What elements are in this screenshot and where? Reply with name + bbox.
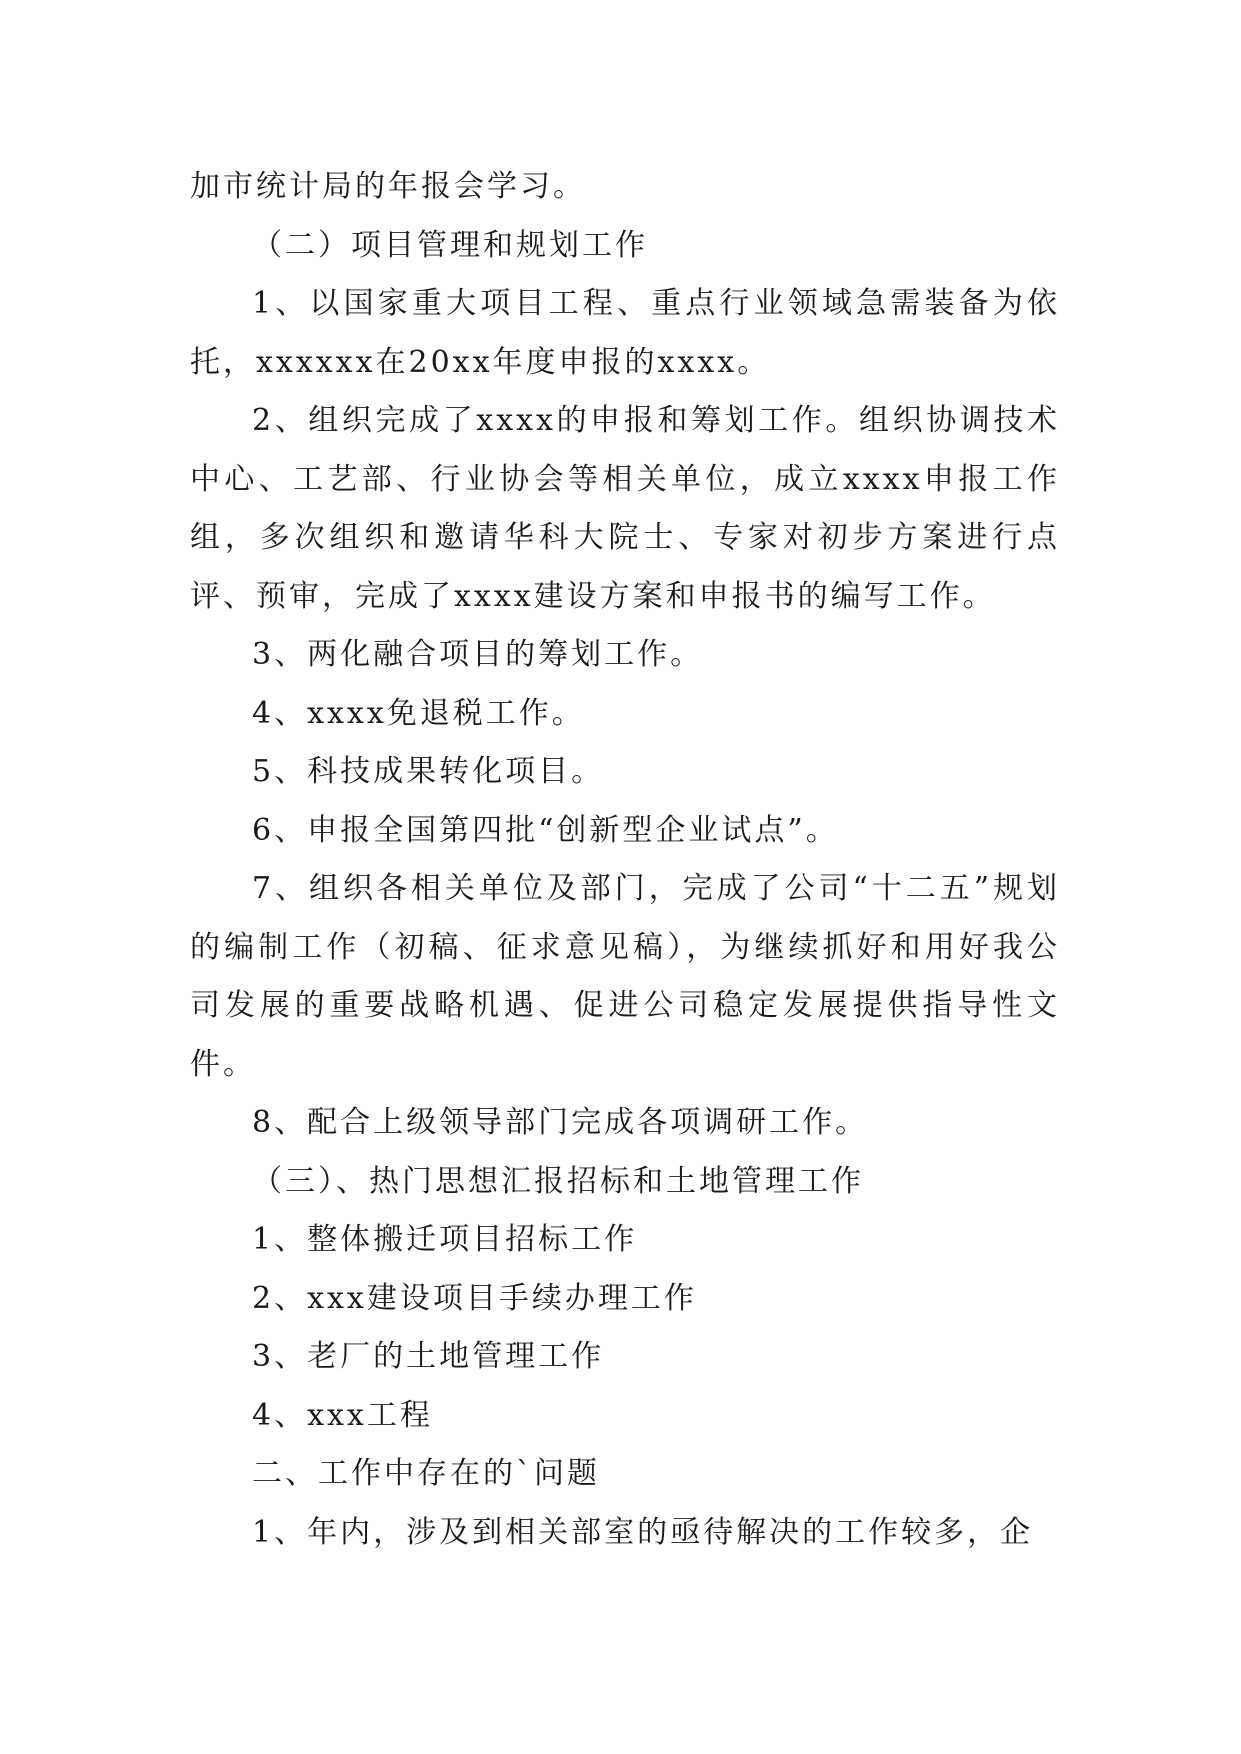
list-item-8: 8、配合上级领导部门完成各项调研工作。 <box>252 1105 869 1140</box>
chapter-heading-2: 二、工作中存在的`问题 <box>252 1456 600 1491</box>
list-item-11: 3、老厂的土地管理工作 <box>252 1339 605 1374</box>
list-item-9: 1、整体搬迁项目招标工作 <box>252 1222 638 1257</box>
list-item-6: 6、申报全国第四批“创新型企业试点”。 <box>252 812 839 848</box>
section-heading-3: （三）、热门思想汇报招标和土地管理工作 <box>252 1163 864 1199</box>
list-item-7: 7、组织各相关单位及部门，完成了公司“十二五”规划的编制工作（初稿、征求意见稿），为继续抓好和用好我公司发展的重要战略机遇、促进公司稳定发展提供指导性文件。 <box>190 871 1060 1082</box>
document-body <box>190 158 1060 1562</box>
section-heading-2: （二）项目管理和规划工作 <box>252 227 648 263</box>
list-item-12: 4、xxx工程 <box>252 1397 433 1433</box>
list-item-3: 3、两化融合项目的筹划工作。 <box>252 637 704 672</box>
list-item-2: 2、组织完成了xxxx的申报和筹划工作。组织协调技术中心、工艺部、行业协会等相关单位，成立xxxx申报工作组，多次组织和邀请华科大院士、专家对初步方案进行点评、预审，完成了xxxx建设方案和申报书的编写工作。 <box>190 403 1060 614</box>
list-item-1: 1、以国家重大项目工程、重点行业领域急需装备为依托，xxxxxx在20xx年度申报的xxxx。 <box>190 286 1060 380</box>
list-item-4: 4、xxxx免退税工作。 <box>252 695 585 731</box>
list-item-13: 1、年内，涉及到相关部室的亟待解决的工作较多，企 <box>252 1514 1034 1550</box>
paragraph-continuation: 加市统计局的年报会学习。 <box>190 169 586 204</box>
list-item-10: 2、xxx建设项目手续办理工作 <box>252 1280 697 1316</box>
list-item-5: 5、科技成果转化项目。 <box>252 754 605 789</box>
